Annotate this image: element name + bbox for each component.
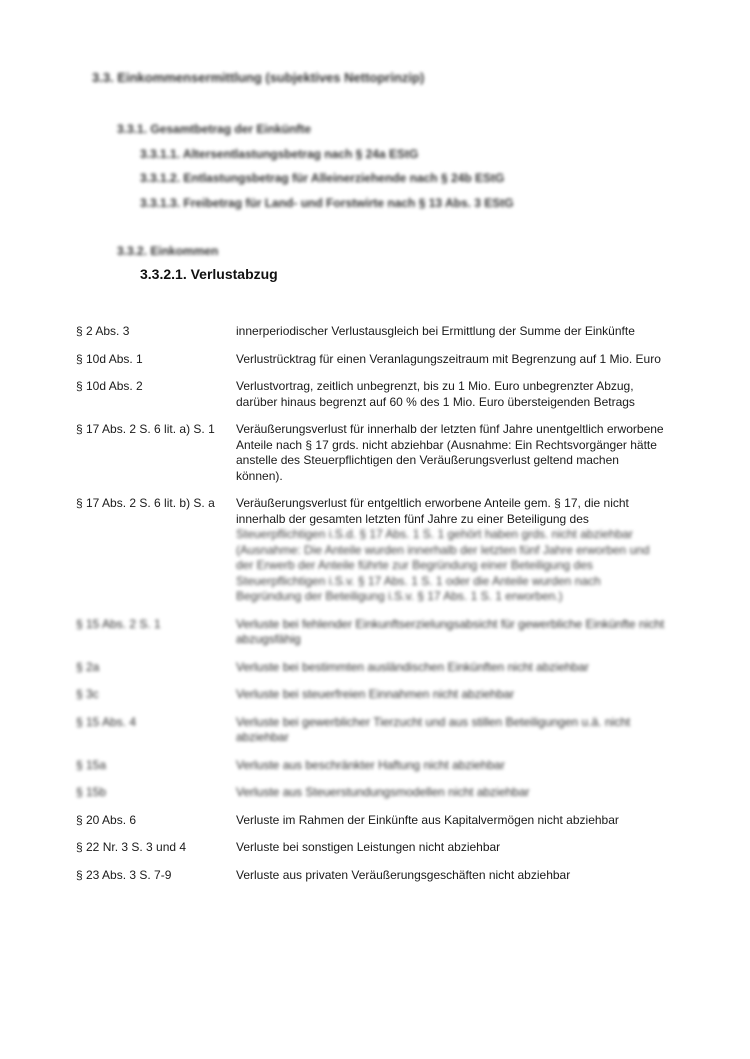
rule-description: Verluste aus beschränkter Haftung nicht abziehbar	[236, 757, 505, 772]
table-row	[76, 687, 676, 703]
paragraph-reference: § 20 Abs. 6	[76, 812, 137, 827]
table-row	[76, 660, 676, 676]
rule-description: Verluste im Rahmen der Einkünfte aus Kapitalvermögen nicht abziehbar	[236, 812, 619, 827]
table-row	[76, 422, 676, 484]
paragraph-reference: § 17 Abs. 2 S. 6 lit. a) S. 1	[76, 422, 215, 436]
table-row	[76, 758, 676, 774]
table-row	[76, 813, 676, 829]
rule-description-blurred: Steuerpflichtigen i.S.d. § 17 Abs. 1 S. 1 gehört haben grds. nicht abziehbar (Ausnahme: Die Anteile wurden innerhalb der letzten fünf Jahre erworben und der Erwerb der Anteile führte zur Begründung einer Beteiligung des Steuerpflichtigen i.S.v. § 17 Abs. 1 S. 1 oder die Anteile wurden nach Begründung der Beteiligung i.S.v. § 17 Abs. 1 S. 1 erworben.)	[236, 527, 650, 603]
table-row	[76, 496, 676, 605]
paragraph-reference: § 3c	[76, 687, 99, 701]
paragraph-reference: § 2a	[76, 659, 100, 674]
rule-description	[236, 496, 666, 605]
rule-description: Verluste bei sonstigen Leistungen nicht abziehbar	[236, 840, 501, 854]
rule-description: Verlustrücktrag für einen Veranlagungszeitraum mit Begrenzung auf 1 Mio. Euro	[236, 351, 661, 366]
rule-description: Verluste aus privaten Veräußerungsgeschäften nicht abziehbar	[236, 867, 571, 882]
paragraph-reference: § 2 Abs. 3	[76, 324, 130, 338]
table-row	[76, 785, 676, 801]
paragraph-reference: § 15a	[76, 757, 107, 772]
paragraph-reference: § 10d Abs. 1	[76, 351, 143, 366]
rule-description: innerperiodischer Verlustausgleich bei Ermittlung der Summe der Einkünfte	[236, 324, 635, 338]
table-row	[76, 840, 676, 856]
table-row	[76, 868, 676, 884]
section-heading: 3.3. Einkommensermittlung (subjektives Nettoprinzip)	[92, 70, 425, 85]
table-row	[76, 324, 676, 340]
rule-description: Verluste bei gewerblicher Tierzucht und aus stillen Beteiligungen u.ä. nicht abziehbar	[236, 714, 631, 744]
rule-description: Verluste aus Steuerstundungsmodellen nicht abziehbar	[236, 785, 530, 799]
paragraph-reference: § 23 Abs. 3 S. 7-9	[76, 867, 172, 882]
paragraph-reference: § 15 Abs. 4	[76, 714, 137, 729]
paragraph-reference: § 22 Nr. 3 S. 3 und 4	[76, 840, 187, 854]
table-row	[76, 352, 676, 368]
rule-description: Veräußerungsverlust für innerhalb der letzten fünf Jahre unentgeltlich erworbene Anteile nach § 17 grds. nicht abziehbar (Ausnahme: Ein Rechtsvorgänger hätte anstelle des Steuerpflichtigen den Veräußerungsverlust geltend machen können).	[236, 422, 664, 483]
subsubsection-heading: 3.3.1.3. Freibetrag für Land- und Forstwirte nach § 13 Abs. 3 EStG	[140, 196, 514, 210]
rule-description: Verluste bei bestimmten ausländischen Einkünften nicht abziehbar	[236, 659, 589, 674]
rule-description-visible: Veräußerungsverlust für entgeltlich erworbene Anteile gem. § 17, die nicht innerhalb der gesamten letzten fünf Jahre zu einer Beteiligung des	[236, 496, 629, 526]
rule-description: Verluste bei fehlender Einkunftserzielungsabsicht für gewerbliche Einkünfte nicht abzugsfähig	[236, 616, 665, 646]
rule-description: Verluste bei steuerfreien Einnahmen nicht abziehbar	[236, 687, 515, 701]
paragraph-reference: § 15b	[76, 785, 107, 799]
current-section-heading: 3.3.2.1. Verlustabzug	[140, 266, 278, 282]
table-row	[76, 715, 676, 746]
paragraph-reference: § 10d Abs. 2	[76, 379, 143, 393]
loss-rules-table	[76, 324, 676, 895]
rule-description: Verlustvortrag, zeitlich unbegrenzt, bis zu 1 Mio. Euro unbegrenzter Abzug, darüber hinaus begrenzt auf 60 % des 1 Mio. Euro übersteigenden Betrags	[236, 379, 635, 409]
paragraph-reference: § 17 Abs. 2 S. 6 lit. b) S. a	[76, 496, 215, 510]
subsection-heading: 3.3.2. Einkommen	[117, 244, 219, 258]
subsection-heading: 3.3.1. Gesamtbetrag der Einkünfte	[117, 122, 312, 136]
table-row	[76, 379, 676, 410]
paragraph-reference: § 15 Abs. 2 S. 1	[76, 616, 161, 631]
subsubsection-heading: 3.3.1.2. Entlastungsbetrag für Alleinerziehende nach § 24b EStG	[140, 171, 505, 185]
subsubsection-heading: 3.3.1.1. Altersentlastungsbetrag nach § 24a EStG	[140, 147, 419, 161]
table-row	[76, 617, 676, 648]
